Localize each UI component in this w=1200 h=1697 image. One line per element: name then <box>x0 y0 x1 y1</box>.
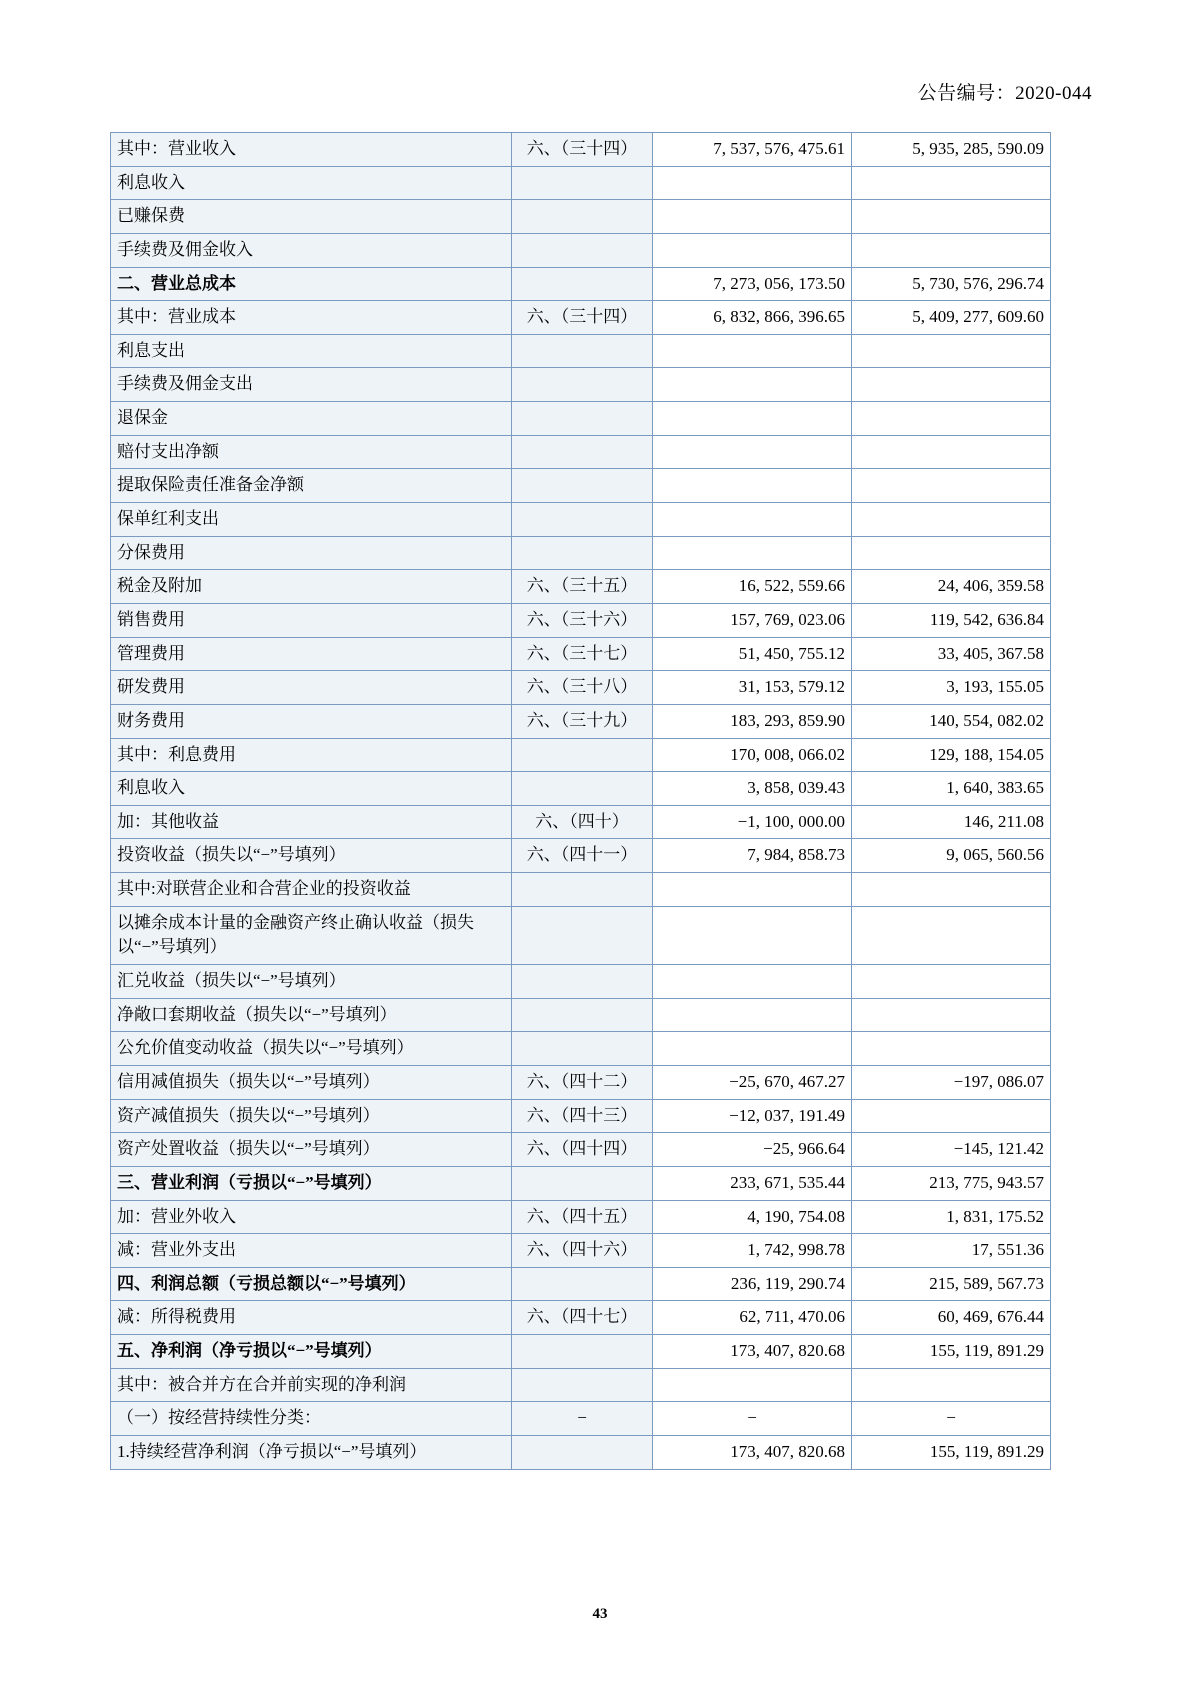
table-row <box>111 1402 1051 1436</box>
table-row <box>111 536 1051 570</box>
row-prior-period-value <box>852 334 1051 368</box>
row-label: 手续费及佣金支出 <box>111 368 512 402</box>
row-label: 管理费用 <box>111 637 512 671</box>
row-label: 其中:对联营企业和合营企业的投资收益 <box>111 873 512 907</box>
row-label: 其中：营业成本 <box>111 301 512 335</box>
row-label: 汇兑收益（损失以“−”号填列） <box>111 965 512 999</box>
row-current-period-value: 173, 407, 820.68 <box>653 1335 852 1369</box>
row-label: 加：其他收益 <box>111 805 512 839</box>
row-prior-period-value: −145, 121.42 <box>852 1133 1051 1167</box>
row-note-reference <box>512 233 653 267</box>
row-label: 净敞口套期收益（损失以“−”号填列） <box>111 998 512 1032</box>
row-label: 财务费用 <box>111 704 512 738</box>
row-label: 手续费及佣金收入 <box>111 233 512 267</box>
row-label: 公允价值变动收益（损失以“−”号填列） <box>111 1032 512 1066</box>
row-prior-period-value <box>852 906 1051 964</box>
row-prior-period-value <box>852 965 1051 999</box>
row-current-period-value <box>653 166 852 200</box>
row-current-period-value: 170, 008, 066.02 <box>653 738 852 772</box>
row-current-period-value: −1, 100, 000.00 <box>653 805 852 839</box>
row-prior-period-value: 129, 188, 154.05 <box>852 738 1051 772</box>
table-row <box>111 166 1051 200</box>
income-statement-table-wrapper <box>110 132 1044 1470</box>
row-current-period-value <box>653 536 852 570</box>
table-row <box>111 200 1051 234</box>
row-label: 利息支出 <box>111 334 512 368</box>
table-row <box>111 368 1051 402</box>
row-label: 加：营业外收入 <box>111 1200 512 1234</box>
row-note-reference: 六、（四十三） <box>512 1099 653 1133</box>
table-row <box>111 133 1051 167</box>
row-note-reference <box>512 998 653 1032</box>
table-row <box>111 1133 1051 1167</box>
row-label: 其中：利息费用 <box>111 738 512 772</box>
row-prior-period-value: 5, 935, 285, 590.09 <box>852 133 1051 167</box>
row-current-period-value <box>653 965 852 999</box>
row-current-period-value <box>653 435 852 469</box>
row-prior-period-value: 5, 730, 576, 296.74 <box>852 267 1051 301</box>
row-prior-period-value <box>852 1032 1051 1066</box>
table-row <box>111 805 1051 839</box>
row-note-reference <box>512 738 653 772</box>
row-prior-period-value: 60, 469, 676.44 <box>852 1301 1051 1335</box>
row-label: 资产处置收益（损失以“−”号填列） <box>111 1133 512 1167</box>
row-note-reference: − <box>512 1402 653 1436</box>
row-note-reference <box>512 772 653 806</box>
table-row <box>111 267 1051 301</box>
row-label: 1.持续经营净利润（净亏损以“−”号填列） <box>111 1435 512 1469</box>
row-current-period-value: −25, 670, 467.27 <box>653 1065 852 1099</box>
row-current-period-value <box>653 368 852 402</box>
row-note-reference <box>512 402 653 436</box>
row-note-reference: 六、（四十七） <box>512 1301 653 1335</box>
row-current-period-value: 62, 711, 470.06 <box>653 1301 852 1335</box>
row-note-reference <box>512 334 653 368</box>
row-prior-period-value: 1, 640, 383.65 <box>852 772 1051 806</box>
row-current-period-value: −25, 966.64 <box>653 1133 852 1167</box>
row-label: 四、利润总额（亏损总额以“−”号填列） <box>111 1267 512 1301</box>
row-current-period-value: 233, 671, 535.44 <box>653 1166 852 1200</box>
row-prior-period-value: 24, 406, 359.58 <box>852 570 1051 604</box>
row-note-reference <box>512 368 653 402</box>
row-note-reference <box>512 166 653 200</box>
row-current-period-value: 31, 153, 579.12 <box>653 671 852 705</box>
row-current-period-value: −12, 037, 191.49 <box>653 1099 852 1133</box>
row-prior-period-value: 5, 409, 277, 609.60 <box>852 301 1051 335</box>
row-current-period-value <box>653 200 852 234</box>
row-label: 利息收入 <box>111 166 512 200</box>
row-label: 资产减值损失（损失以“−”号填列） <box>111 1099 512 1133</box>
row-prior-period-value <box>852 1368 1051 1402</box>
row-current-period-value <box>653 233 852 267</box>
row-prior-period-value <box>852 402 1051 436</box>
row-current-period-value: 183, 293, 859.90 <box>653 704 852 738</box>
row-label: （一）按经营持续性分类： <box>111 1402 512 1436</box>
row-prior-period-value: − <box>852 1402 1051 1436</box>
row-note-reference <box>512 1368 653 1402</box>
row-label: 赔付支出净额 <box>111 435 512 469</box>
row-current-period-value: 7, 984, 858.73 <box>653 839 852 873</box>
table-row <box>111 704 1051 738</box>
row-current-period-value <box>653 998 852 1032</box>
row-label: 利息收入 <box>111 772 512 806</box>
row-note-reference <box>512 1032 653 1066</box>
row-label: 保单红利支出 <box>111 503 512 537</box>
table-row <box>111 772 1051 806</box>
row-current-period-value: 16, 522, 559.66 <box>653 570 852 604</box>
row-current-period-value: 6, 832, 866, 396.65 <box>653 301 852 335</box>
row-prior-period-value: −197, 086.07 <box>852 1065 1051 1099</box>
row-note-reference <box>512 873 653 907</box>
row-note-reference <box>512 267 653 301</box>
table-row <box>111 301 1051 335</box>
table-row <box>111 503 1051 537</box>
row-note-reference <box>512 965 653 999</box>
row-prior-period-value <box>852 873 1051 907</box>
row-note-reference: 六、（四十五） <box>512 1200 653 1234</box>
row-prior-period-value <box>852 435 1051 469</box>
row-label: 二、营业总成本 <box>111 267 512 301</box>
row-label: 三、营业利润（亏损以“−”号填列） <box>111 1166 512 1200</box>
row-prior-period-value <box>852 998 1051 1032</box>
row-note-reference: 六、（四十一） <box>512 839 653 873</box>
page-number: 43 <box>592 1606 608 1622</box>
table-row <box>111 1099 1051 1133</box>
row-prior-period-value <box>852 536 1051 570</box>
row-prior-period-value: 17, 551.36 <box>852 1234 1051 1268</box>
row-current-period-value: 7, 273, 056, 173.50 <box>653 267 852 301</box>
table-row <box>111 334 1051 368</box>
row-prior-period-value: 140, 554, 082.02 <box>852 704 1051 738</box>
row-prior-period-value: 3, 193, 155.05 <box>852 671 1051 705</box>
row-note-reference: 六、（四十六） <box>512 1234 653 1268</box>
row-note-reference: 六、（三十八） <box>512 671 653 705</box>
row-note-reference <box>512 1335 653 1369</box>
table-row <box>111 1166 1051 1200</box>
row-label: 销售费用 <box>111 603 512 637</box>
row-note-reference: 六、（四十二） <box>512 1065 653 1099</box>
row-current-period-value <box>653 503 852 537</box>
row-current-period-value <box>653 402 852 436</box>
row-prior-period-value <box>852 368 1051 402</box>
row-note-reference: 六、（三十七） <box>512 637 653 671</box>
row-note-reference: 六、（三十四） <box>512 301 653 335</box>
row-label: 退保金 <box>111 402 512 436</box>
table-row <box>111 233 1051 267</box>
table-row <box>111 873 1051 907</box>
row-prior-period-value: 33, 405, 367.58 <box>852 637 1051 671</box>
row-note-reference <box>512 503 653 537</box>
row-label: 其中：被合并方在合并前实现的净利润 <box>111 1368 512 1402</box>
table-row <box>111 1335 1051 1369</box>
row-label: 其中：营业收入 <box>111 133 512 167</box>
row-note-reference <box>512 906 653 964</box>
table-row <box>111 965 1051 999</box>
row-prior-period-value: 146, 211.08 <box>852 805 1051 839</box>
row-note-reference <box>512 1267 653 1301</box>
row-current-period-value: 157, 769, 023.06 <box>653 603 852 637</box>
row-label: 减：营业外支出 <box>111 1234 512 1268</box>
row-current-period-value: 236, 119, 290.74 <box>653 1267 852 1301</box>
row-label: 投资收益（损失以“−”号填列） <box>111 839 512 873</box>
table-row <box>111 570 1051 604</box>
row-prior-period-value: 215, 589, 567.73 <box>852 1267 1051 1301</box>
row-prior-period-value: 213, 775, 943.57 <box>852 1166 1051 1200</box>
income-statement-table <box>110 132 1051 1470</box>
row-current-period-value <box>653 1368 852 1402</box>
row-current-period-value <box>653 1032 852 1066</box>
row-note-reference: 六、（三十四） <box>512 133 653 167</box>
row-label: 提取保险责任准备金净额 <box>111 469 512 503</box>
row-prior-period-value: 119, 542, 636.84 <box>852 603 1051 637</box>
row-current-period-value: 3, 858, 039.43 <box>653 772 852 806</box>
table-row <box>111 1234 1051 1268</box>
row-note-reference: 六、（三十九） <box>512 704 653 738</box>
row-prior-period-value: 155, 119, 891.29 <box>852 1335 1051 1369</box>
table-row <box>111 671 1051 705</box>
row-current-period-value: 7, 537, 576, 475.61 <box>653 133 852 167</box>
table-row <box>111 637 1051 671</box>
row-prior-period-value: 155, 119, 891.29 <box>852 1435 1051 1469</box>
table-row <box>111 1368 1051 1402</box>
table-row <box>111 1065 1051 1099</box>
row-current-period-value <box>653 469 852 503</box>
row-note-reference <box>512 536 653 570</box>
row-prior-period-value <box>852 200 1051 234</box>
row-prior-period-value: 1, 831, 175.52 <box>852 1200 1051 1234</box>
row-current-period-value <box>653 334 852 368</box>
row-note-reference: 六、（四十四） <box>512 1133 653 1167</box>
table-row <box>111 998 1051 1032</box>
row-label: 研发费用 <box>111 671 512 705</box>
table-row <box>111 1032 1051 1066</box>
row-label: 五、净利润（净亏损以“−”号填列） <box>111 1335 512 1369</box>
table-row <box>111 1267 1051 1301</box>
row-note-reference <box>512 200 653 234</box>
table-row <box>111 402 1051 436</box>
row-note-reference <box>512 469 653 503</box>
table-row <box>111 906 1051 964</box>
row-label: 分保费用 <box>111 536 512 570</box>
table-row <box>111 435 1051 469</box>
table-row <box>111 839 1051 873</box>
row-current-period-value <box>653 906 852 964</box>
table-row <box>111 469 1051 503</box>
table-row <box>111 603 1051 637</box>
row-current-period-value: 173, 407, 820.68 <box>653 1435 852 1469</box>
row-prior-period-value <box>852 233 1051 267</box>
row-note-reference <box>512 1166 653 1200</box>
row-current-period-value: 4, 190, 754.08 <box>653 1200 852 1234</box>
row-prior-period-value <box>852 503 1051 537</box>
row-note-reference: 六、（三十五） <box>512 570 653 604</box>
announcement-number: 公告编号：2020-044 <box>917 83 1092 104</box>
row-current-period-value: 1, 742, 998.78 <box>653 1234 852 1268</box>
row-current-period-value <box>653 873 852 907</box>
row-label: 信用减值损失（损失以“−”号填列） <box>111 1065 512 1099</box>
row-note-reference <box>512 1435 653 1469</box>
table-row <box>111 1301 1051 1335</box>
row-label: 税金及附加 <box>111 570 512 604</box>
row-prior-period-value <box>852 166 1051 200</box>
table-row <box>111 1200 1051 1234</box>
row-prior-period-value <box>852 469 1051 503</box>
row-note-reference <box>512 435 653 469</box>
row-label: 减：所得税费用 <box>111 1301 512 1335</box>
row-prior-period-value: 9, 065, 560.56 <box>852 839 1051 873</box>
row-note-reference: 六、（四十） <box>512 805 653 839</box>
row-current-period-value: 51, 450, 755.12 <box>653 637 852 671</box>
row-note-reference: 六、（三十六） <box>512 603 653 637</box>
table-row <box>111 738 1051 772</box>
row-label: 已赚保费 <box>111 200 512 234</box>
row-prior-period-value <box>852 1099 1051 1133</box>
row-label: 以摊余成本计量的金融资产终止确认收益（损失以“−”号填列） <box>111 906 512 964</box>
row-current-period-value: − <box>653 1402 852 1436</box>
table-row <box>111 1435 1051 1469</box>
